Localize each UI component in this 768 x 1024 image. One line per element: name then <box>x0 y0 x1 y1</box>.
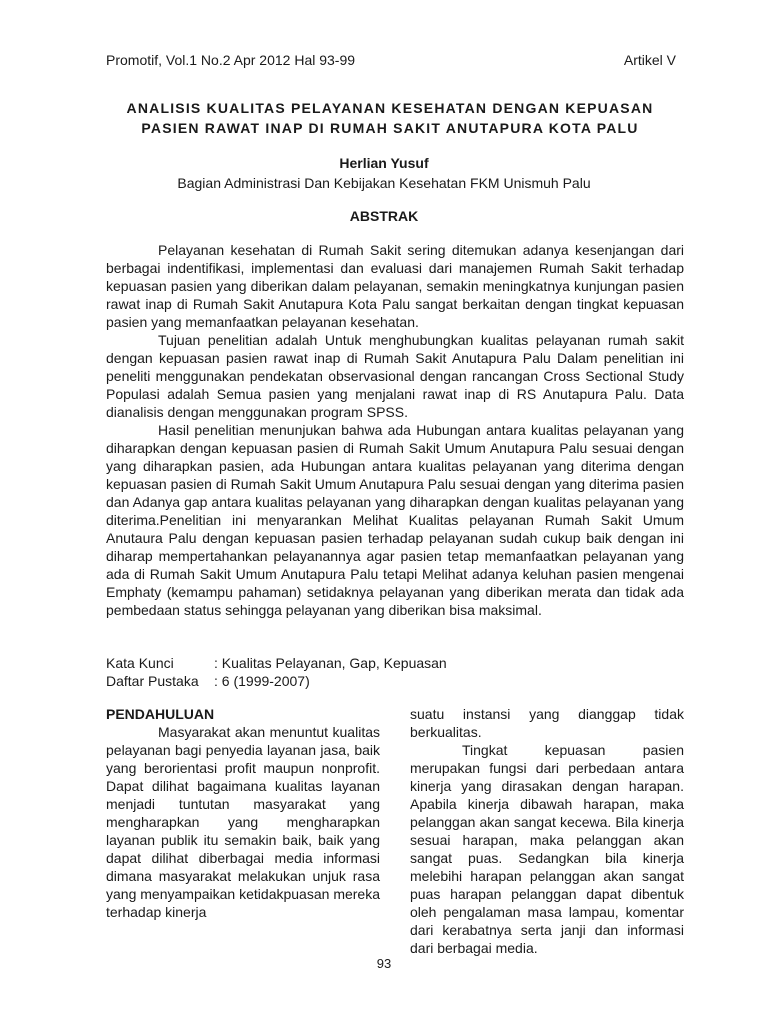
keywords-row <box>106 654 447 672</box>
references-row <box>106 672 447 690</box>
abstract-paragraph-3: Hasil penelitian menunjukan bahwa ada Hubungan antara kualitas pelayanan yang diharapkan dengan kepuasan pasien di Rumah Sakit Umum Anutapura Palu sesuai dengan yang diharapkan pasien, ada Hubungan antara kualitas pelayanan yang diterima dengan kepuasan pasien di Rumah Sakit Umum Anutapura Palu sesuai dengan yang diterima pasien dan Adanya gap antara kualitas pelayanan yang diharapkan dengan kualitas pelayanan yang diterima.Penelitian ini menyarankan Melihat Kualitas pelayanan Rumah Sakit Umum Anutaura Palu dengan kepuasan pasien terhadap pelayanan sudah cukup baik dengan ini diharap mempertahankan pelayanannya agar pasien tetap memanfaatkan pelayanan yang ada di Rumah Sakit Umum Anutapura Palu tetapi Melihat adanya keluhan pasien mengenai Emphaty (kemampu pahaman) setidaknya pelayanan yang diberikan merata dan tidak ada pembedaan status sehingga pelayanan yang diberikan bisa maksimal. <box>106 422 684 618</box>
abstract-paragraph-2: Tujuan penelitian adalah Untuk menghubungkan kualitas pelayanan rumah sakit dengan kepuasan pasien rawat inap di Rumah Sakit Anutapura Palu Dalam penelitian ini peneliti menggunakan pendekatan observasional dengan rancangan Cross Sectional Study Populasi adalah Semua pasien yang menjalani rawat inap di RS Anutapura Palu. Data dianalisis dengan menggunakan program SPSS. <box>106 332 684 420</box>
keywords-value: : Kualitas Pelayanan, Gap, Kepuasan <box>214 655 447 671</box>
author-affiliation: Bagian Administrasi Dan Kebijakan Kesehatan FKM Unismuh Palu <box>177 175 591 191</box>
intro-column-right <box>410 705 684 957</box>
author-name: Herlian Yusuf <box>339 155 429 171</box>
running-header <box>106 52 676 68</box>
keywords-block <box>106 654 447 690</box>
page-number: 93 <box>376 956 392 971</box>
title-line-1: ANALISIS KUALITAS PELAYANAN KESEHATAN DENGAN KEPUASAN <box>126 100 654 116</box>
references-value: : 6 (1999-2007) <box>214 673 310 689</box>
intro-paragraph-2: Tingkat kepuasan pasien merupakan fungsi dari perbedaan antara kinerja yang dirasakan dengan harapan. Apabila kinerja dibawah harapan, maka pelanggan akan sangat kecewa. Bila kinerja sesuai harapan, maka pelanggan akan sangat puas. Sedangkan bila kinerja melebihi harapan pelanggan akan sangat puas harapan pelanggan dapat dibentuk oleh pengalaman masa lampau, komentar dari kerabatnya serta janji dan informasi dari berbagai media. <box>410 742 684 956</box>
article-number: Artikel V <box>623 52 676 68</box>
intro-column-left <box>106 705 380 921</box>
keywords-label: Kata Kunci <box>106 655 174 671</box>
intro-paragraph-1-cont: suatu instansi yang dianggap tidak berkualitas. <box>410 706 684 740</box>
intro-paragraph-1: Masyarakat akan menuntut kualitas pelayanan bagi penyedia layanan jasa, baik yang berorientasi profit maupun nonprofit. Dapat dilihat bagaimana kualitas layanan menjadi tuntutan masyarakat yang mengharapkan yang mengharapkan layanan publik itu semakin baik, baik yang dapat dilihat diberbagai media informasi dimana masyarakat melakukan unjuk rasa yang menyampaikan ketidakpuasan mereka terhadap kinerja <box>106 724 380 920</box>
abstract-body <box>106 241 684 619</box>
abstract-heading: ABSTRAK <box>349 208 419 224</box>
intro-heading: PENDAHULUAN <box>106 706 215 722</box>
journal-citation: Promotif, Vol.1 No.2 Apr 2012 Hal 93-99 <box>106 52 356 68</box>
references-label: Daftar Pustaka <box>106 673 199 689</box>
abstract-paragraph-1: Pelayanan kesehatan di Rumah Sakit sering ditemukan adanya kesenjangan dari berbagai indentifikasi, implementasi dan evaluasi dari manajemen Rumah Sakit terhadap kepuasan pasien yang diberikan dalam pelayanan, semakin meningkatnya kunjungan pasien rawat inap di Rumah Sakit Anutapura Kota Palu sangat berkaitan dengan tingkat kepuasan pasien yang memanfaatkan pelayanan kesehatan. <box>106 242 684 330</box>
title-line-2: PASIEN RAWAT INAP DI RUMAH SAKIT ANUTAPURA KOTA PALU <box>141 120 639 136</box>
article-title <box>100 98 680 138</box>
